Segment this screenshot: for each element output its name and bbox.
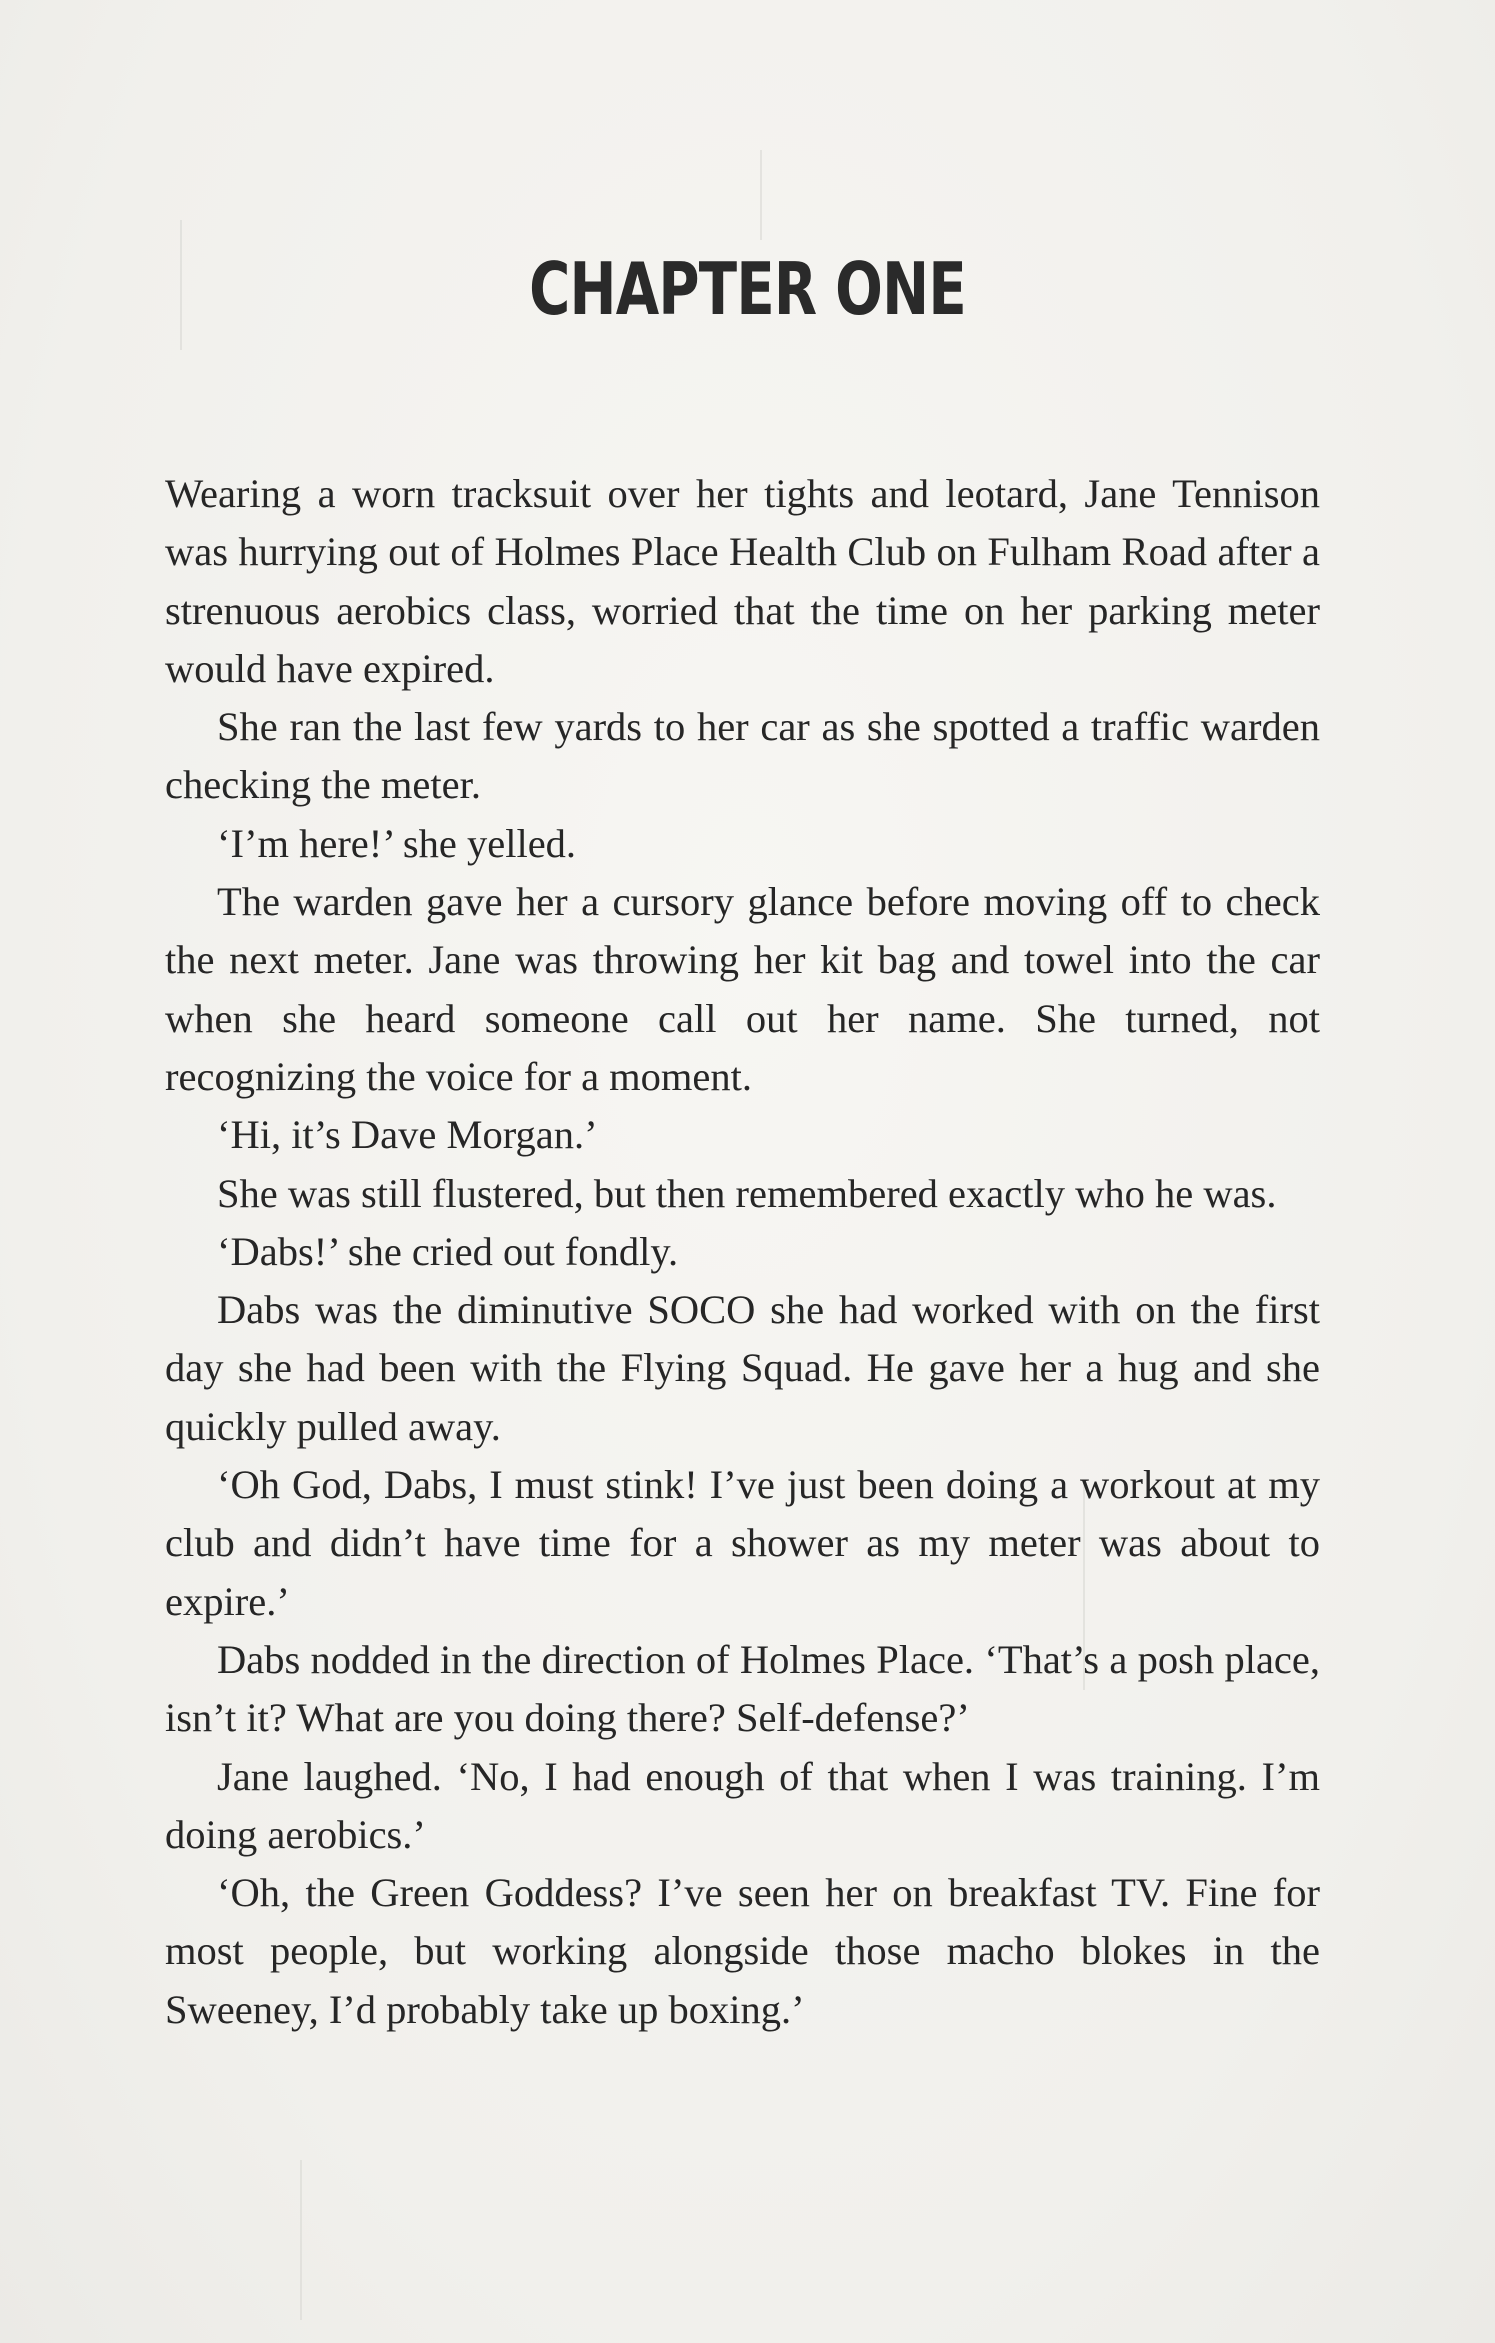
paragraph: ‘I’m here!’ she yelled. — [217, 820, 577, 866]
paragraph: She was still flustered, but then remembered exactly who he was. — [217, 1170, 1277, 1216]
paragraph: Jane laughed. ‘No, I had enough of that when I was training. I’m doing aerobics.’ — [165, 1753, 1320, 1857]
paragraph: ‘Oh God, Dabs, I must stink! I’ve just been doing a workout at my club and didn’t have time for a shower as my meter was about to expire.’ — [165, 1462, 1320, 1624]
paragraph: ‘Oh, the Green Goddess? I’ve seen her on breakfast TV. Fine for most people, but working alongside those macho blokes in the Sweeney, I’d probably take up boxing.’ — [165, 1870, 1320, 2032]
paragraph: ‘Dabs!’ she cried out fondly. — [217, 1228, 679, 1274]
chapter-title: CHAPTER ONE — [529, 247, 966, 332]
scan-mark — [300, 2160, 302, 2320]
paragraph: She ran the last few yards to her car as she spotted a traffic warden checking the meter. — [165, 704, 1320, 808]
paragraph: The warden gave her a cursory glance before moving off to check the next meter. Jane was throwing her kit bag and towel into the car when she heard someone call out her name. She turned, not recognizing the voice for a moment. — [165, 879, 1320, 1099]
paragraph: Dabs nodded in the direction of Holmes Place. ‘That’s a posh place, isn’t it? What are you doing there? Self-defense?’ — [165, 1636, 1320, 1741]
paragraph: Dabs was the diminutive SOCO she had worked with on the first day she had been with the Flying Squad. He gave her a hug and she quickly pulled away. — [165, 1287, 1320, 1449]
chapter-body — [165, 465, 1320, 2039]
scan-mark — [760, 150, 762, 240]
paragraph: Wearing a worn tracksuit over her tights and leotard, Jane Tennison was hurrying out of Holmes Place Health Club on Fulham Road after a strenuous aerobics class, worried that the time on her parking meter would have expired. — [165, 471, 1320, 691]
paragraph: ‘Hi, it’s Dave Morgan.’ — [217, 1112, 598, 1158]
